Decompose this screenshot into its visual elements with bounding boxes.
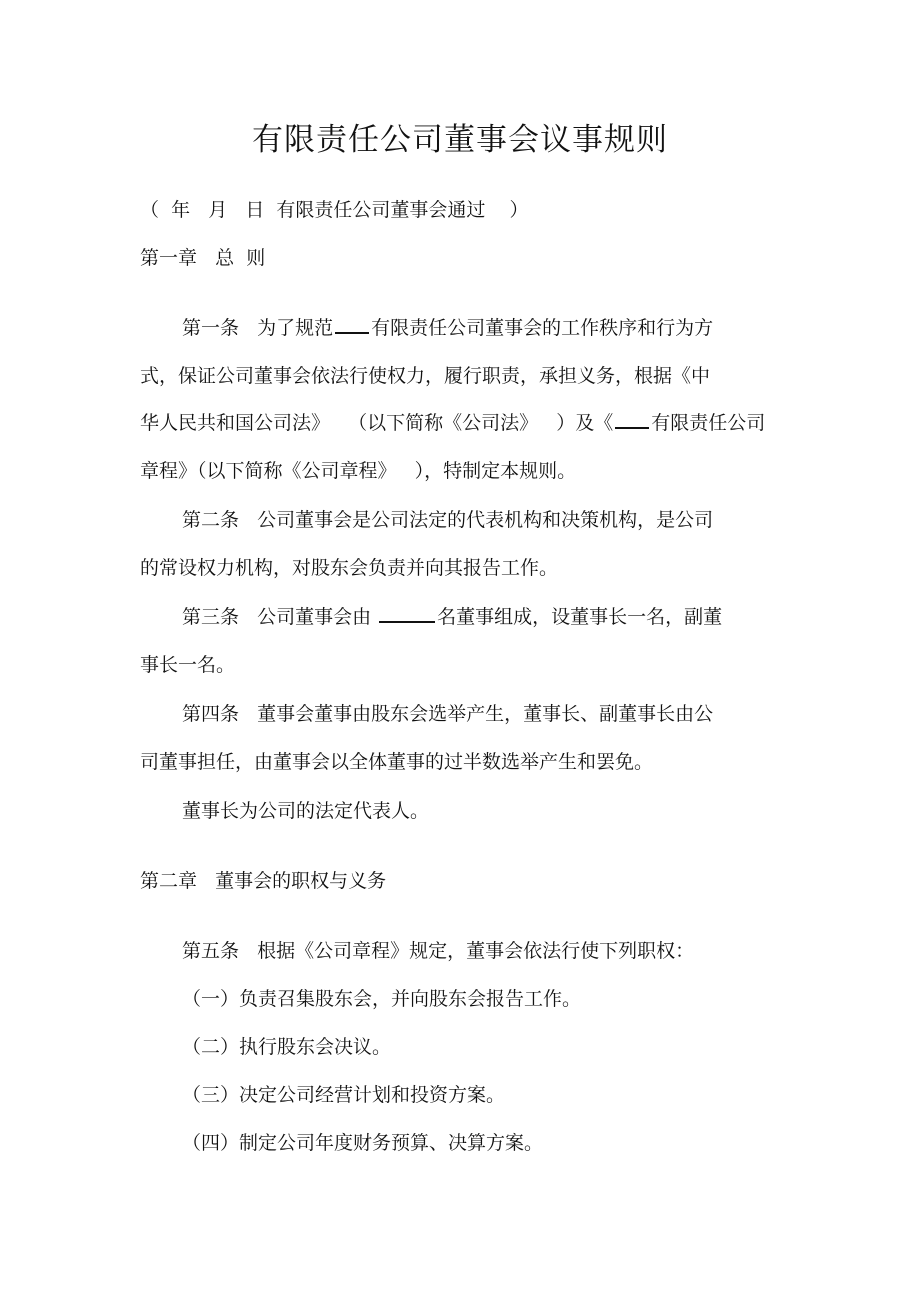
article-4-line-2: 司董事担任，由董事会以全体董事的过半数选举产生和罢免。 <box>140 751 654 773</box>
article-2-line-2: 的常设权力机构，对股东会负责并向其报告工作。 <box>140 557 559 579</box>
article-5-item-3: （三）决定公司经营计划和投资方案。 <box>182 1084 506 1106</box>
article-5-item-2: （二）执行股东会决议。 <box>182 1036 392 1058</box>
company-name-blank <box>335 314 369 334</box>
chapter-2-heading: 第二章 董事会的职权与义务 <box>140 870 387 892</box>
article-3-line-1 <box>182 603 722 631</box>
article-3-line-2: 事长一名。 <box>140 654 236 676</box>
article-1-line-2: 式，保证公司董事会依法行使权力，履行职责，承担义务，根据《中 <box>140 365 711 387</box>
company-name-blank-2 <box>615 409 649 429</box>
article-5-item-4: （四）制定公司年度财务预算、决算方案。 <box>182 1132 544 1154</box>
article-1-line-1 <box>182 314 713 342</box>
adoption-note: （ 年 月 日 有限责任公司董事会通过 ） <box>140 199 529 221</box>
article-1-text-c: 华人民共和国公司法》 （以下简称《公司法》 ）及《 <box>140 412 614 434</box>
chapter-1-heading: 第一章 总 则 <box>140 247 266 269</box>
article-3-text-b: 名董事组成，设董事长一名，副董 <box>437 606 723 628</box>
article-5-line-1: 第五条 根据《公司章程》规定，董事会依法行使下列职权： <box>182 940 695 962</box>
director-count-blank <box>379 603 435 623</box>
article-3-text-a: 第三条 公司董事会由 <box>182 606 378 628</box>
article-1-text-d: 有限责任公司 <box>651 412 766 434</box>
document-title: 有限责任公司董事会议事规则 <box>252 122 668 158</box>
article-1-text-a: 第一条 为了规范 <box>182 317 334 339</box>
article-1-text-b: 有限责任公司董事会的工作秩序和行为方 <box>371 317 714 339</box>
article-2-line-1: 第二条 公司董事会是公司法定的代表机构和决策机构，是公司 <box>182 509 714 531</box>
article-4-line-3: 董事长为公司的法定代表人。 <box>182 800 430 822</box>
article-5-item-1: （一）负责召集股东会，并向股东会报告工作。 <box>182 988 582 1010</box>
article-1-line-4: 章程》（以下简称《公司章程》 ），特制定本规则。 <box>140 460 577 482</box>
article-1-line-3 <box>140 409 765 437</box>
article-4-line-1: 第四条 董事会董事由股东会选举产生，董事长、副董事长由公 <box>182 703 714 725</box>
